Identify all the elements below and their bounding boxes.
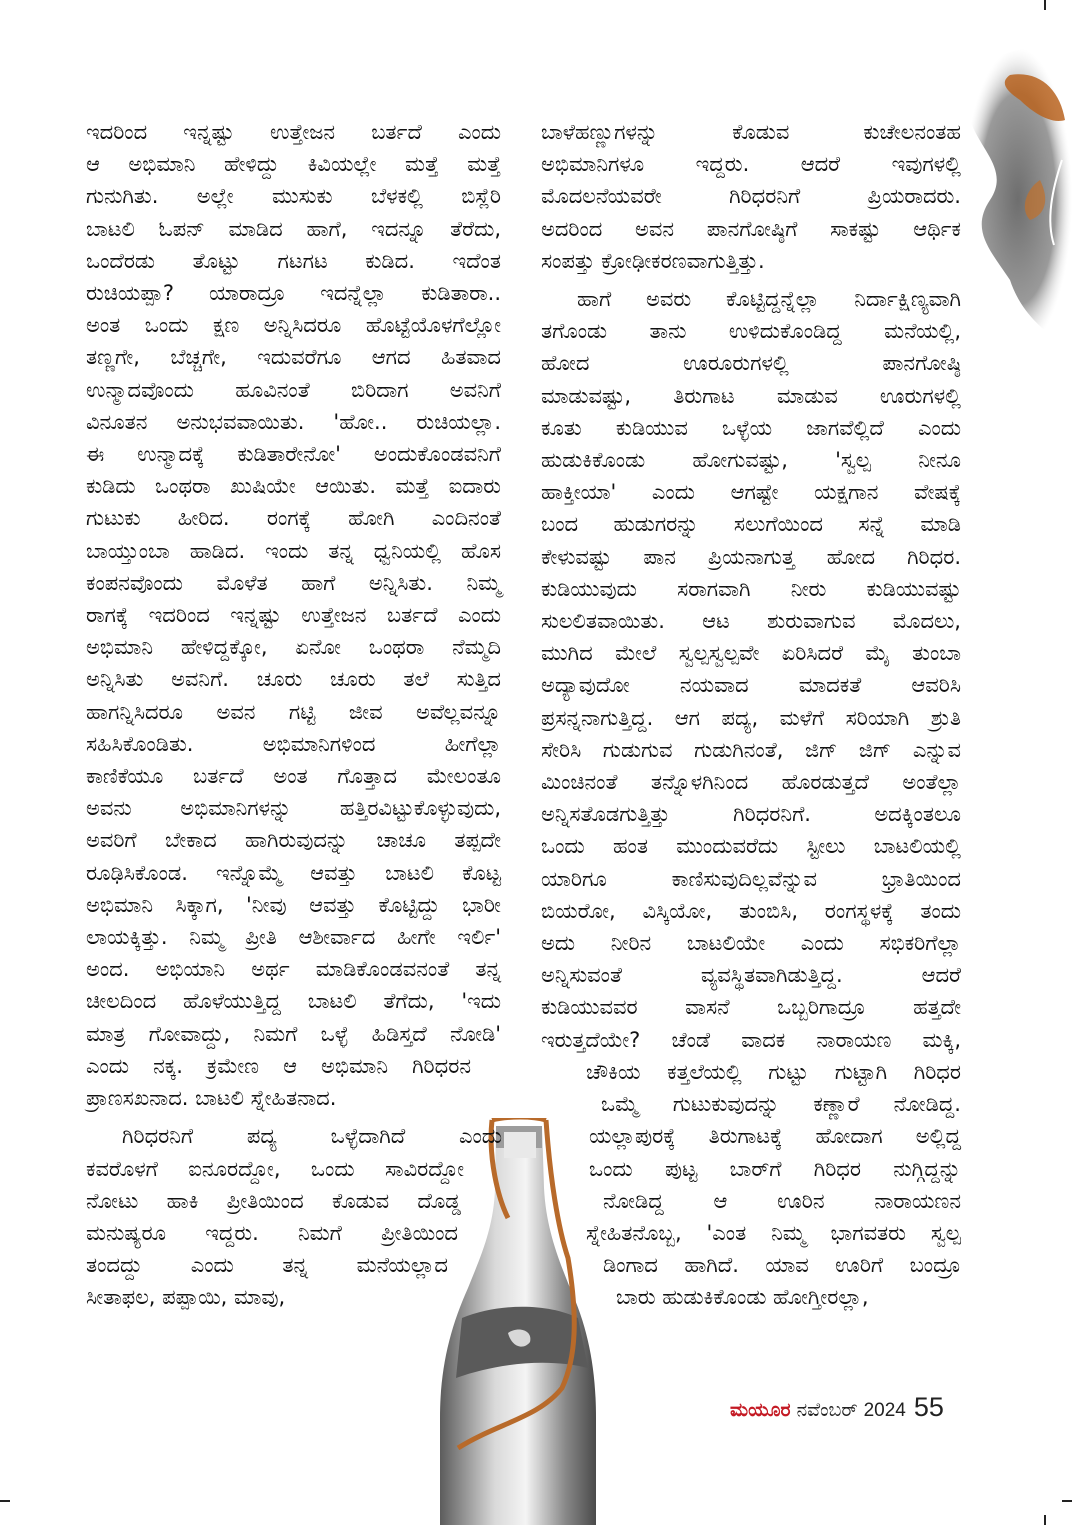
text-line: ಅನ್ನಿಸಿತು ಅವನಿಗೆ. ಚೂರು ಚೂರು ತಲೆ ಸುತ್ತಿದ: [86, 667, 501, 692]
text-line: ಬಾಳೆಹಣ್ಣುಗಳನ್ನು ಕೊಡುವ ಕುಚೇಲನಂತಹ: [541, 120, 961, 144]
text-line: ಪ್ರಸನ್ನನಾಗುತ್ತಿದ್ದ. ಆಗ ಪದ್ಯ, ಮಳೆಗೆ ಸರಿಯಾಗಿ ಶ್ರುತಿ: [541, 705, 961, 730]
text-line: ಹಾಕ್ತೀಯಾ' ಎಂದು ಆಗಷ್ಟೇ ಯಕ್ಷಗಾನ ವೇಷಕ್ಕೆ: [541, 480, 961, 505]
text-line: ನೋಟು ಹಾಕಿ ಪ್ರೀತಿಯಿಂದ ಕೊಡುವ ದೊಡ್ಡ: [86, 1188, 461, 1213]
magazine-brand: ಮಯೂರ: [730, 1399, 791, 1421]
text-line: ಕೇಳುವಷ್ಟು ಪಾನ ಪ್ರಿಯನಾಗುತ್ತ ಹೋದ ಗಿರಿಧರ.: [541, 544, 961, 569]
text-line: ಅಭಿಮಾನಿ ಸಿಕ್ಕಾಗ, 'ನೀವು ಆವತ್ತು ಕೊಟ್ಟಿದ್ದು ಭಾರೀ: [86, 892, 501, 917]
crop-mark-top: [1044, 0, 1046, 10]
text-line: ತಣ್ಣಗೇ, ಬೆಚ್ಚಗೇ, ಇದುವರೆಗೂ ಆಗದ ಹಿತವಾದ: [86, 345, 501, 370]
text-line: ಸ್ನೇಹಿತನೊಬ್ಬ, 'ಎಂತ ನಿಮ್ಮ ಭಾಗವತರು ಸ್ವಲ್ಪ: [586, 1220, 961, 1245]
text-line: ಅದ್ಯಾವುದೋ ನಯವಾದ ಮಾದಕತೆ ಆವರಿಸಿ: [541, 673, 961, 698]
page-number: 55: [913, 1392, 944, 1422]
text-line: ಪ್ರಾಣಸಖನಾದ. ಬಾಟಲಿ ಸ್ನೇಹಿತನಾದ.: [86, 1086, 337, 1111]
text-line: ಯಾರಿಗೂ ಕಾಣಿಸುವುದಿಲ್ಲವೆನ್ನುವ ಭ್ರಾತಿಯಿಂದ: [541, 866, 961, 891]
text-line: ಕುಡಿಯುವುದು ಸರಾಗವಾಗಿ ನೀರು ಕುಡಿಯುವಷ್ಟು: [541, 576, 961, 601]
text-line: ಬಾಟಲಿ ಓಪನ್ ಮಾಡಿದ ಹಾಗೆ, ಇದನ್ನೂ ತೆರೆದು,: [86, 216, 501, 241]
text-line: ಕೂತು ಕುಡಿಯುವ ಒಳ್ಳೆಯ ಜಾಗವೆಲ್ಲಿದೆ ಎಂದು: [541, 415, 961, 440]
text-line: ಚೌಕಿಯ ಕತ್ತಲೆಯಲ್ಲಿ ಗುಟ್ಟು ಗುಟ್ಟಾಗಿ ಗಿರಿಧರ: [586, 1059, 961, 1084]
text-line: ಕಾಣಿಕೆಯೂ ಬರ್ತದೆ ಅಂತ ಗೊತ್ತಾದ ಮೇಲಂತೂ: [86, 764, 501, 789]
text-line: ಗುನುಗಿತು. ಅಲ್ಲೇ ಮುಸುಕು ಬೆಳಕಲ್ಲಿ ಬಿಸ್ಲೆರಿ: [86, 184, 501, 209]
text-line: ಮೊದಲನೆಯವರೇ ಗಿರಿಧರನಿಗೆ ಪ್ರಿಯರಾದರು.: [541, 184, 961, 209]
text-line: ಹೋದ ಊರೂರುಗಳಲ್ಲಿ ಪಾನಗೋಷ್ಠಿ: [541, 351, 961, 376]
text-line: ಯಲ್ಲಾಪುರಕ್ಕೆ ತಿರುಗಾಟಕ್ಕೆ ಹೋದಾಗ ಅಲ್ಲಿದ್ದ: [589, 1124, 961, 1149]
text-line: ಅಂತ ಒಂದು ಕ್ಷಣ ಅನ್ನಿಸಿದರೂ ಹೊಟ್ಟೆಯೊಳಗೆಲ್ಲೋ: [86, 313, 501, 338]
text-line: ಒಂದೆರಡು ತೊಟ್ಟು ಗಟಗಟ ಕುಡಿದ. ಇದೆಂತ: [86, 248, 501, 273]
text-line: ಎಂದು ನಕ್ಕ. ಕ್ರಮೇಣ ಆ ಅಭಿಮಾನಿ ಗಿರಿಧರನ: [86, 1053, 471, 1078]
text-line: ಸೇರಿಸಿ ಗುಡುಗುವ ಗುಡುಗಿನಂತೆ, ಜಿಗ್ ಜಿಗ್ ಎನ್ನುವ: [541, 737, 961, 762]
text-line: ಚೀಲದಿಂದ ಹೊಳೆಯುತ್ತಿದ್ದ ಬಾಟಲಿ ತೆಗೆದು, 'ಇದು: [86, 989, 501, 1014]
text-line: ಮುಗಿದ ಮೇಲೆ ಸ್ವಲ್ಪಸ್ವಲ್ಪವೇ ಏರಿಸಿದರೆ ಮೈ ತುಂಬಾ: [541, 641, 961, 666]
text-line: ಸುಲಲಿತವಾಯಿತು. ಆಟ ಶುರುವಾಗುವ ಮೊದಲು,: [541, 609, 961, 634]
text-line: ರಾಗಕ್ಕೆ ಇದರಿಂದ ಇನ್ನಷ್ಟು ಉತ್ತೇಜನ ಬರ್ತದೆ ಎಂದು: [86, 603, 501, 628]
text-line: ಬಾರು ಹುಡುಕಿಕೊಂಡು ಹೋಗ್ತೀರಲ್ಲಾ,: [616, 1285, 869, 1310]
text-line: ಇದರಿಂದ ಇನ್ನಷ್ಟು ಉತ್ತೇಜನ ಬರ್ತದೆ ಎಂದು: [86, 120, 501, 144]
text-line: ಮಾತ್ರ ಗೋವಾದ್ದು, ನಿಮಗೆ ಒಳ್ಳೆ ಹಿಡಿಸ್ತದೆ ನೋಡಿ': [86, 1021, 501, 1046]
text-line: ಇರುತ್ತದೆಯೇ? ಚೆಂಡೆ ವಾದಕ ನಾರಾಯಣ ಮಕ್ಕಿ,: [541, 1027, 961, 1052]
text-line: ಹಾಗೆ ಅವರು ಕೊಟ್ಟಿದ್ದನ್ನೆಲ್ಲಾ ನಿರ್ದಾಕ್ಷಿಣ್ಯವಾಗಿ: [577, 287, 961, 312]
text-line: ಬಿಯರೋ, ವಿಸ್ಕಿಯೋ, ತುಂಬಿಸಿ, ರಂಗಸ್ಥಳಕ್ಕೆ ತಂದು: [541, 898, 961, 923]
text-line: ಮಾಡುವಷ್ಟು, ತಿರುಗಾಟ ಮಾಡುವ ಊರುಗಳಲ್ಲಿ: [541, 383, 961, 408]
text-line: ಸಂಪತ್ತು ಕ್ರೋಢೀಕರಣವಾಗುತ್ತಿತ್ತು.: [541, 248, 765, 273]
text-line: ನೋಡಿದ್ದ ಆ ಊರಿನ ನಾರಾಯಣನ: [603, 1188, 961, 1213]
text-line: ತಗೊಂಡು ತಾನು ಉಳಿದುಕೊಂಡಿದ್ದ ಮನೆಯಲ್ಲಿ,: [541, 319, 961, 344]
text-line: ಬಾಯ್ತುಂಬಾ ಹಾಡಿದ. ಇಂದು ತನ್ನ ಧ್ವನಿಯಲ್ಲಿ ಹೊಸ: [86, 538, 501, 563]
text-line: ಒಮ್ಮೆ ಗುಟುಕುವುದನ್ನು ಕಣ್ಣಾರೆ ನೋಡಿದ್ದ.: [601, 1092, 961, 1117]
text-line: ಗುಟುಕು ಹೀರಿದ. ರಂಗಕ್ಕೆ ಹೋಗಿ ಎಂದಿನಂತೆ: [86, 506, 501, 531]
issue-month: ನವೆಂಬರ್: [796, 1399, 858, 1421]
text-line: ಹುಡುಕಿಕೊಂಡು ಹೋಗುವಷ್ಟು, 'ಸ್ವಲ್ಪ ನೀನೂ: [541, 448, 961, 473]
text-line: ಅಂದ. ಅಭಿಯಾನಿ ಅರ್ಥ ಮಾಡಿಕೊಂಡವನಂತೆ ತನ್ನ: [86, 957, 501, 982]
text-line: ರೂಢಿಸಿಕೊಂಡ. ಇನ್ನೊಮ್ಮೆ ಆವತ್ತು ಬಾಟಲಿ ಕೊಟ್ಟ: [86, 860, 501, 885]
text-line: ಅಭಿಮಾನಿ ಹೇಳಿದ್ದಕ್ಕೋ, ಏನೋ ಒಂಥರಾ ನೆಮ್ಮದಿ: [86, 635, 501, 660]
text-line: ಅವರಿಗೆ ಬೇಕಾದ ಹಾಗಿರುವುದನ್ನು ಚಾಚೂ ತಪ್ಪದೇ: [86, 828, 501, 853]
left-column: [86, 116, 501, 1314]
text-line: ಸಹಿಸಿಕೊಂಡಿತು. ಅಭಿಮಾನಿಗಳಿಂದ ಹೀಗೆಲ್ಲಾ: [86, 731, 501, 756]
text-line: ಕವರೊಳಗೆ ಐನೂರದ್ದೋ, ಒಂದು ಸಾವಿರದ್ದೋ: [86, 1156, 464, 1181]
text-line: ಉನ್ಮಾದವೊಂದು ಹೂವಿನಂತೆ ಬಿರಿದಾಗ ಅವನಿಗೆ: [86, 377, 501, 402]
text-line: ಒಂದು ಪುಟ್ಟ ಬಾರ್‌ಗೆ ಗಿರಿಧರ ನುಗ್ಗಿದ್ದನ್ನು: [589, 1156, 961, 1181]
text-line: ಕುಡಿದು ಒಂಥರಾ ಖುಷಿಯೇ ಆಯಿತು. ಮತ್ತೆ ಐದಾರು: [86, 474, 501, 499]
ink-splash-decoration: [950, 30, 1072, 360]
text-line: ಸೀತಾಫಲ, ಪಪ್ಪಾಯಿ, ಮಾವು,: [86, 1285, 286, 1310]
text-line: ಕುಡಿಯುವವರ ವಾಸನೆ ಒಬ್ಬರಿಗಾದ್ರೂ ಹತ್ತದೇ: [541, 995, 961, 1020]
text-line: ಕಂಪನವೊಂದು ಮೊಳೆತ ಹಾಗೆ ಅನ್ನಿಸಿತು. ನಿಮ್ಮ: [86, 570, 501, 595]
text-line: ಅನ್ನಿಸತೊಡಗುತ್ತಿತ್ತು ಗಿರಿಧರನಿಗೆ. ಅದಕ್ಕಿಂತಲೂ: [541, 802, 961, 827]
right-column: [541, 116, 961, 1314]
text-line: ಬಂದ ಹುಡುಗರನ್ನು ಸಲುಗೆಯಿಂದ ಸನ್ನೆ ಮಾಡಿ: [541, 512, 961, 537]
text-line: ಅನ್ನಿಸುವಂತೆ ವ್ಯವಸ್ಥಿತವಾಗಿಡುತ್ತಿದ್ದ. ಆದರೆ: [541, 963, 961, 988]
text-line: ವಿನೂತನ ಅನುಭವವಾಯಿತು. 'ಹೋ.. ರುಚಿಯಲ್ಲಾ.: [86, 409, 501, 434]
text-line: ಆ ಅಭಿಮಾನಿ ಹೇಳಿದ್ದು ಕಿವಿಯಲ್ಲೇ ಮತ್ತೆ ಮತ್ತೆ: [86, 152, 501, 177]
text-line: ಅಭಿಮಾನಿಗಳೂ ಇದ್ದರು. ಆದರೆ ಇವುಗಳಲ್ಲಿ: [541, 152, 961, 177]
text-line: ಈ ಉನ್ಮಾದಕ್ಕೆ ಕುಡಿತಾರೇನೋ' ಅಂದುಕೊಂಡವನಿಗೆ: [86, 442, 501, 467]
text-line: ಡಿಂಗಾದ ಹಾಗಿದೆ. ಯಾವ ಊರಿಗೆ ಬಂದ್ರೂ: [603, 1253, 961, 1278]
text-line: ಅವನು ಅಭಿಮಾನಿಗಳನ್ನು ಹತ್ತಿರವಿಟ್ಟುಕೊಳ್ಳುವುದು,: [86, 796, 501, 821]
text-line: ಹಾಗನ್ನಿಸಿದರೂ ಅವನ ಗಟ್ಟಿ ಜೀವ ಅವೆಲ್ಲವನ್ನೂ: [86, 699, 501, 724]
text-line: ಲಾಯಕ್ಕಿತ್ತು. ನಿಮ್ಮ ಪ್ರೀತಿ ಆಶೀರ್ವಾದ ಹೀಗೇ ಇರ್ಲಿ': [86, 925, 501, 950]
crop-mark-left: [0, 1500, 10, 1502]
text-line: ಮಿಂಚಿನಂತೆ ತನ್ನೊಳಗಿನಿಂದ ಹೊರಡುತ್ತದೆ ಅಂತೆಲ್ಲಾ: [541, 770, 961, 795]
crop-mark-right: [1062, 1500, 1072, 1502]
issue-year: 2024: [863, 1400, 906, 1421]
text-line: ಅದು ನೀರಿನ ಬಾಟಲಿಯೇ ಎಂದು ಸಭಿಕರಿಗೆಲ್ಲಾ: [541, 931, 961, 956]
crop-mark-bottom: [1044, 1515, 1046, 1525]
text-line: ಅದರಿಂದ ಅವನ ಪಾನಗೋಷ್ಠಿಗೆ ಸಾಕಷ್ಟು ಆರ್ಥಿಕ: [541, 216, 961, 241]
text-line: ಮನುಷ್ಯರೂ ಇದ್ದರು. ನಿಮಗೆ ಪ್ರೀತಿಯಿಂದ: [86, 1220, 458, 1245]
text-line: ರುಚಿಯಪ್ಪಾ? ಯಾರಾದ್ರೂ ಇದನ್ನೆಲ್ಲಾ ಕುಡಿತಾರಾ..: [86, 281, 501, 306]
text-line: ಒಂದು ಹಂತ ಮುಂದುವರೆದು ಸ್ಟೀಲು ಬಾಟಲಿಯಲ್ಲಿ: [541, 834, 961, 859]
text-line: ಗಿರಿಧರನಿಗೆ ಪದ್ಯ ಒಳ್ಳೆದಾಗಿದೆ ಎಂದು: [122, 1124, 502, 1149]
page-footer: [730, 1392, 944, 1432]
text-line: ತಂದದ್ದು ಎಂದು ತನ್ನ ಮನೆಯಲ್ಲಾದ: [86, 1253, 448, 1278]
